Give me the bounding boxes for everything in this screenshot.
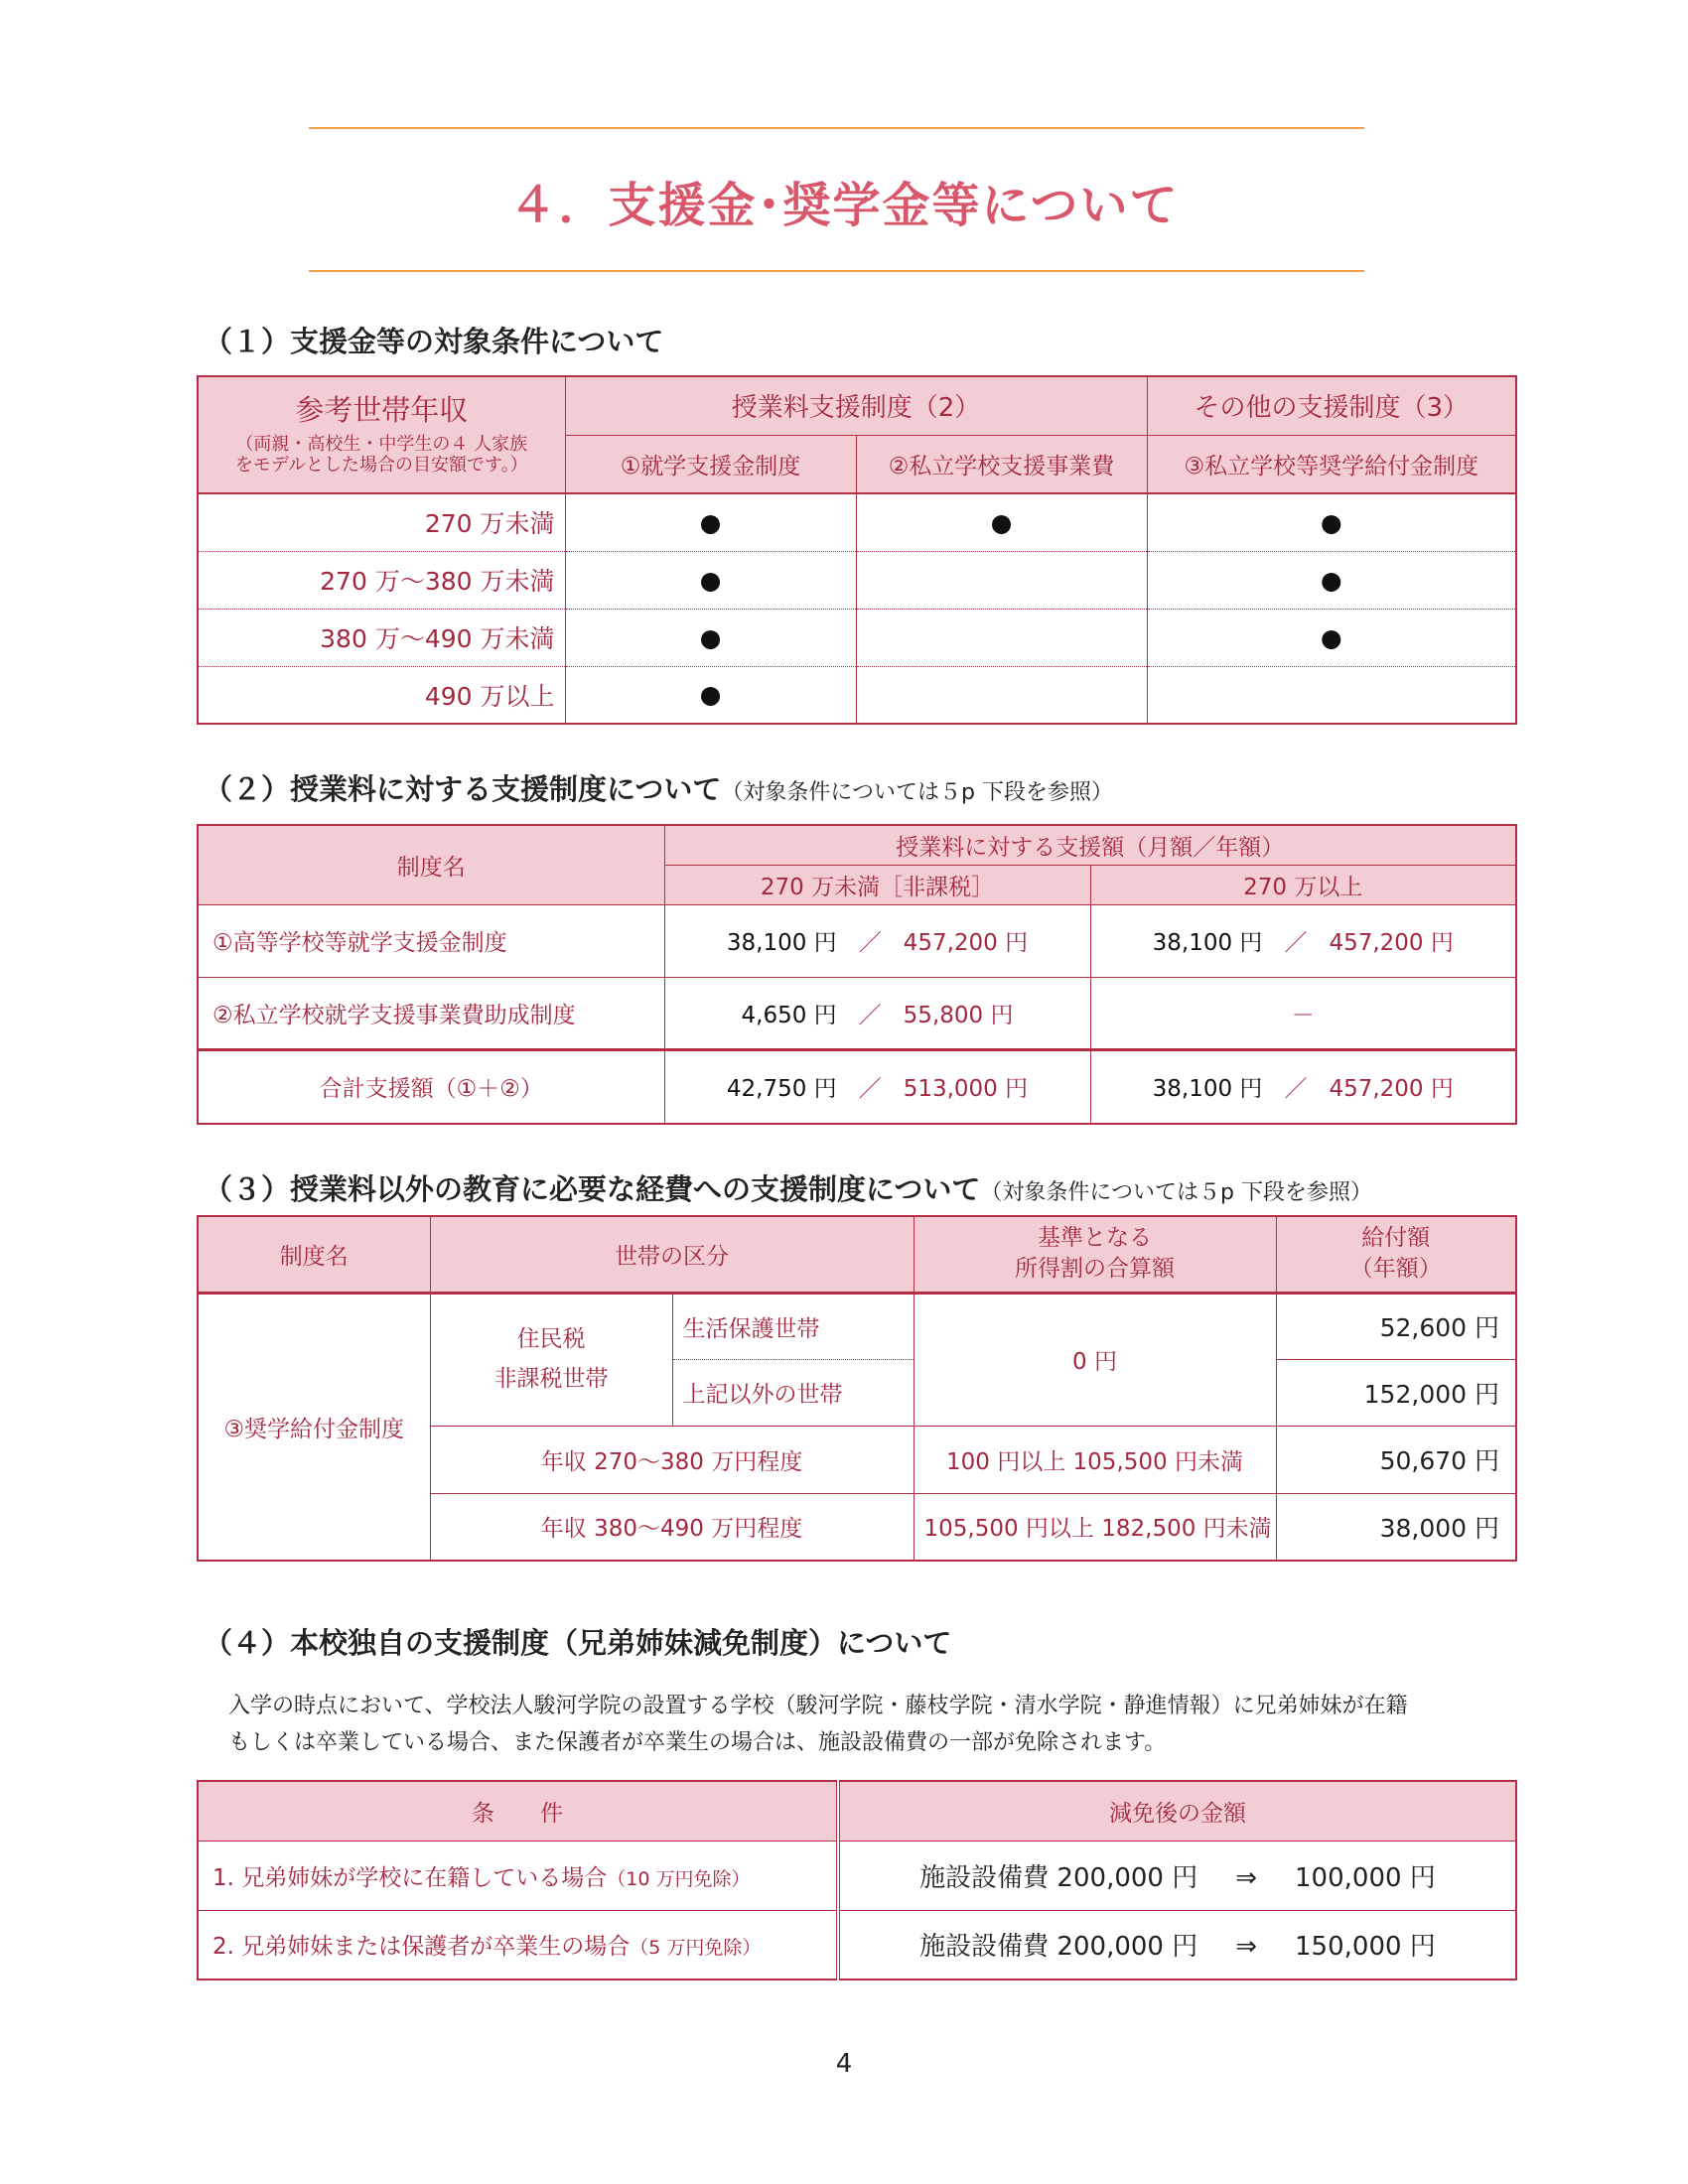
section3-title-text: （３）授業料以外の教育に必要な経費への支援制度について <box>204 1172 981 1206</box>
condition-cell <box>198 1841 838 1910</box>
table-row <box>198 609 1516 666</box>
facility-fee: 施設設備費 200,000 円 <box>919 1862 1198 1893</box>
tuition-group-header: 授業料支援制度（2） <box>565 376 1147 435</box>
welfare-household: 生活保護世帯 <box>672 1293 914 1359</box>
description-line2: もしくは卒業している場合、また保護者が卒業生の場合は、施設設備費の一部が免除されます。 <box>228 1730 1167 1755</box>
title-rule-top <box>309 127 1364 129</box>
program-name: ①高等学校等就学支援金制度 <box>198 904 664 977</box>
income-cell: 380 万～490 万未満 <box>198 609 565 666</box>
reduced-amount-cell <box>838 1910 1516 1979</box>
income-cell: 490 万以上 <box>198 666 565 724</box>
sibling-discount-description <box>228 1688 1408 1761</box>
program-name: ②私立学校就学支援事業費助成制度 <box>198 977 664 1049</box>
base-income-range: 100 円以上 105,500 円未満 <box>914 1426 1276 1493</box>
condition-header: 条 件 <box>198 1781 838 1841</box>
base-income-header-line2: 所得割の合算額 <box>1015 1256 1175 1283</box>
section2-note: （対象条件については５p 下段を参照） <box>721 780 1113 805</box>
dot-mark: ● <box>856 493 1147 551</box>
monthly-amount: 38,100 円 <box>1152 1076 1263 1103</box>
tuition-support-table <box>197 824 1517 1125</box>
total-row <box>198 1049 1516 1124</box>
total-label: 合計支援額（①＋②） <box>198 1049 664 1124</box>
condition-note: （5 万円免除） <box>630 1937 762 1960</box>
dot-mark: ● <box>565 666 856 724</box>
yearly-amount: 513,000 円 <box>903 1076 1029 1103</box>
income-cell: 270 万未満 <box>198 493 565 551</box>
income-cell: 270 万～380 万未満 <box>198 551 565 609</box>
dot-mark: ● <box>1147 551 1516 609</box>
col-over-270: 270 万以上 <box>1090 865 1516 904</box>
table-row <box>198 551 1516 609</box>
reduced-amount: 150,000 円 <box>1295 1932 1436 1963</box>
monthly-amount: 4,650 円 <box>741 1002 837 1028</box>
tax-exempt-household <box>430 1293 672 1426</box>
dot-mark: ● <box>1147 609 1516 666</box>
income-header-note2: をモデルとした場合の目安額です。） <box>234 455 528 477</box>
dot-mark: ● <box>565 609 856 666</box>
yearly-amount: 457,200 円 <box>903 930 1029 956</box>
col-enrollment-support: ①就学支援金制度 <box>565 435 856 493</box>
condition-note: （10 万円免除） <box>607 1867 751 1890</box>
monthly-amount: 38,100 円 <box>1152 930 1263 956</box>
col-scholarship-grant: ③私立学校等奨学給付金制度 <box>1147 435 1516 493</box>
zero-yen: 0 円 <box>914 1293 1276 1426</box>
other-household: 上記以外の世帯 <box>672 1359 914 1426</box>
dot-mark: ● <box>1147 493 1516 551</box>
monthly-amount: 38,100 円 <box>726 930 837 956</box>
payment-amount: 50,670 円 <box>1276 1426 1516 1493</box>
arrow-icon: ⇒ <box>1235 1932 1258 1963</box>
eligibility-table <box>197 375 1517 725</box>
section4-title-text: （４）本校独自の支援制度（兄弟姉妹減免制度）について <box>204 1626 952 1660</box>
section2-title <box>204 767 1113 808</box>
page-title: ４．支援金･奨学金等について <box>508 178 1180 233</box>
dot-mark <box>856 551 1147 609</box>
payment-amount: 152,000 円 <box>1276 1359 1516 1426</box>
income-header-note1: （両親・高校生・中学生の４ 人家族 <box>235 433 528 455</box>
slash: ／ <box>858 930 882 956</box>
reduced-amount: 100,000 円 <box>1295 1862 1436 1893</box>
dot-mark: ● <box>565 551 856 609</box>
title-rule-bottom <box>309 270 1364 272</box>
household-category-header: 世帯の区分 <box>430 1216 914 1293</box>
condition-cell <box>198 1910 838 1979</box>
slash: ／ <box>858 1076 882 1103</box>
payment-header-line2: （年額） <box>1349 1256 1442 1283</box>
section1-title-text: （１）支援金等の対象条件について <box>204 325 664 358</box>
slash: ／ <box>1284 930 1308 956</box>
payment-amount: 38,000 円 <box>1276 1493 1516 1561</box>
payment-header-line1: 給付額 <box>1361 1225 1431 1252</box>
dot-mark <box>856 666 1147 724</box>
program-name-header: 制度名 <box>198 825 664 904</box>
not-applicable-dash: － <box>1090 977 1516 1049</box>
tax-exempt-line1: 住民税 <box>516 1326 586 1353</box>
slash: ／ <box>858 1002 882 1028</box>
base-income-range: 105,500 円以上 182,500 円未満 <box>914 1493 1276 1561</box>
income-header-title: 参考世帯年収 <box>295 393 469 427</box>
section3-title <box>204 1167 1372 1208</box>
table-row <box>198 1910 1516 1979</box>
yearly-amount: 55,800 円 <box>903 1002 1014 1028</box>
facility-fee: 施設設備費 200,000 円 <box>919 1932 1198 1963</box>
yearly-amount: 457,200 円 <box>1329 1076 1454 1103</box>
dot-mark <box>1147 666 1516 724</box>
program-name-header: 制度名 <box>198 1216 430 1293</box>
yearly-amount: 457,200 円 <box>1329 930 1454 956</box>
section4-title <box>204 1621 951 1662</box>
sibling-discount-table <box>197 1780 1517 1980</box>
table-row <box>198 666 1516 724</box>
amount-group-header: 授業料に対する支援額（月額／年額） <box>664 825 1516 865</box>
table-row <box>198 904 1516 977</box>
description-line1: 入学の時点において、学校法人駿河学院の設置する学校（駿河学院・藤枝学院・清水学院・静進情報）に兄弟姉妹が在籍 <box>228 1694 1408 1718</box>
monthly-amount: 42,750 円 <box>726 1076 837 1103</box>
reduced-amount-header: 減免後の金額 <box>838 1781 1516 1841</box>
dot-mark <box>856 609 1147 666</box>
income-header <box>198 376 565 493</box>
tax-exempt-line2: 非課税世帯 <box>493 1365 609 1392</box>
payment-amount: 52,600 円 <box>1276 1293 1516 1359</box>
income-band-label: 年収 270～380 万円程度 <box>430 1426 914 1493</box>
section3-note: （対象条件については５p 下段を参照） <box>980 1180 1372 1205</box>
base-income-header-line1: 基準となる <box>1038 1225 1152 1252</box>
base-income-header <box>914 1216 1276 1293</box>
scholarship-program-name: ③奨学給付金制度 <box>198 1293 430 1561</box>
table-row <box>198 977 1516 1049</box>
table-row <box>198 1841 1516 1910</box>
slash: ／ <box>1284 1076 1308 1103</box>
col-under-270: 270 万未満［非課税］ <box>664 865 1090 904</box>
condition-text: 1. 兄弟姉妹が学校に在籍している場合 <box>212 1864 608 1891</box>
payment-header <box>1276 1216 1516 1293</box>
table-row <box>198 493 1516 551</box>
section2-title-text: （２）授業料に対する支援制度について <box>204 772 722 806</box>
other-group-header: その他の支援制度（3） <box>1147 376 1516 435</box>
section1-title <box>204 320 663 360</box>
reduced-amount-cell <box>838 1841 1516 1910</box>
condition-text: 2. 兄弟姉妹または保護者が卒業生の場合 <box>212 1934 631 1961</box>
arrow-icon: ⇒ <box>1235 1862 1258 1893</box>
page-number: 4 <box>835 2049 853 2079</box>
income-band-label: 年収 380～490 万円程度 <box>430 1493 914 1561</box>
dot-mark: ● <box>565 493 856 551</box>
scholarship-table <box>197 1215 1517 1562</box>
col-private-school-support: ②私立学校支援事業費 <box>856 435 1147 493</box>
